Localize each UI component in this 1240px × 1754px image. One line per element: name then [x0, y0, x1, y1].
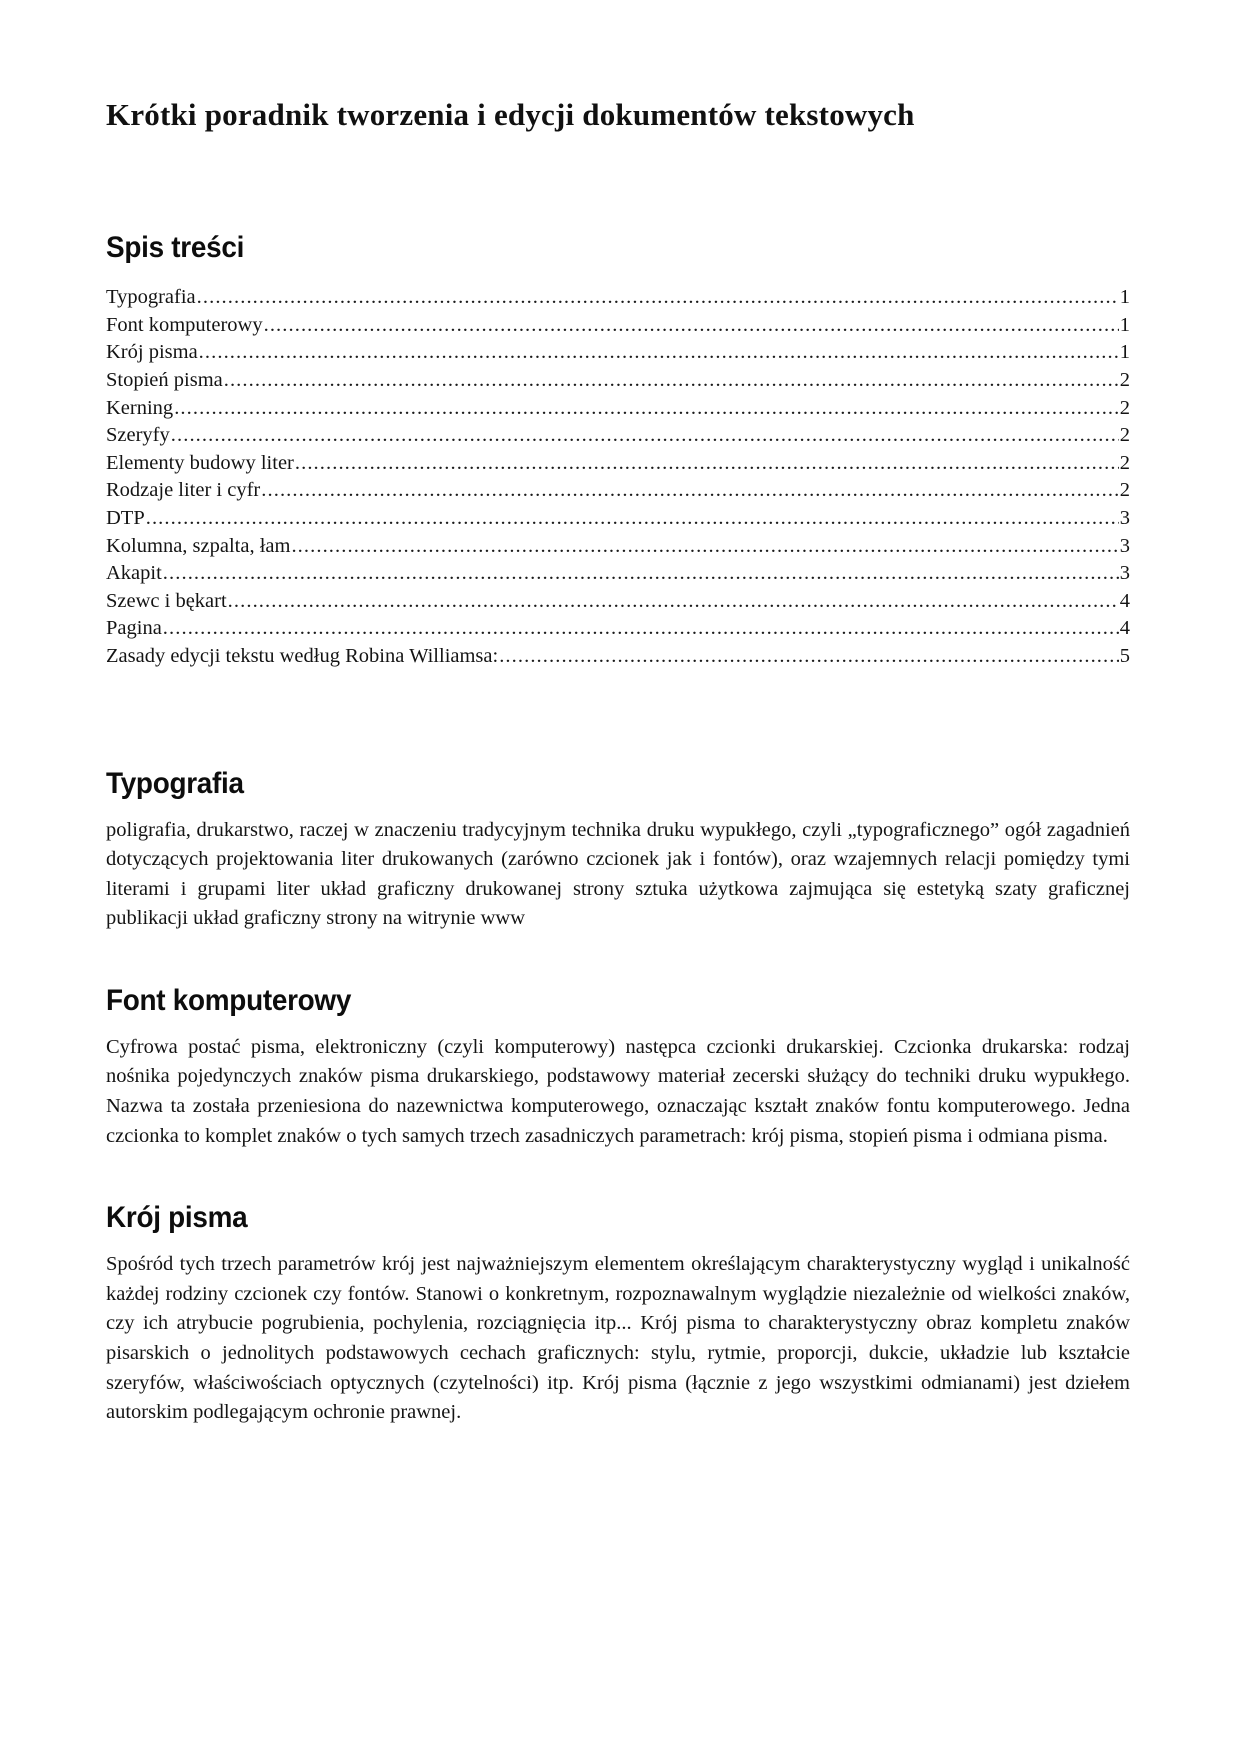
toc-entry-label: Pagina [106, 617, 162, 640]
toc-entry[interactable] [106, 422, 1130, 450]
toc-leader-dots [224, 367, 1119, 395]
toc-entry-label: DTP [106, 506, 145, 529]
toc-leader-dots [197, 284, 1119, 312]
toc-entry-page-number: 5 [1119, 644, 1130, 667]
content-section [106, 767, 1130, 934]
section-body-text: poligrafia, drukarstwo, raczej w znaczeniu tradycyjnym technika druku wypukłego, czyli „typograficznego” ogół zagadnień dotyczących projektowania liter drukowanych (zarówno czcionek jak i fontów), oraz wzajemnych relacji pomiędzy tymi literami i grupami liter układ graficzny drukowanej strony sztuka użytkowa zajmująca się estetyką szaty graficznej publikacji układ graficzny strony na witrynie www [106, 818, 1130, 930]
toc-leader-dots [295, 450, 1119, 478]
toc-entry[interactable] [106, 533, 1130, 561]
toc-leader-dots [146, 505, 1119, 533]
sections-container [106, 767, 1130, 1428]
content-section [106, 1201, 1130, 1428]
toc-entry[interactable] [106, 505, 1130, 533]
toc-leader-dots [291, 533, 1118, 561]
toc-entry-page-number: 2 [1119, 479, 1130, 502]
toc-leader-dots [174, 395, 1119, 423]
toc-entry[interactable] [106, 643, 1130, 671]
toc-leader-dots [261, 477, 1118, 505]
toc-entry-page-number: 1 [1119, 313, 1130, 336]
toc-entry-page-number: 3 [1119, 534, 1130, 557]
toc-leader-dots [264, 312, 1119, 340]
toc-entry-label: Szeryfy [106, 424, 170, 447]
toc-entry-label: Kerning [106, 396, 174, 419]
toc-entry-label: Kolumna, szpalta, łam [106, 534, 291, 557]
toc-entry-label: Typografia [106, 286, 196, 309]
toc-entry[interactable] [106, 450, 1130, 478]
toc-entry[interactable] [106, 560, 1130, 588]
toc-leader-dots [171, 422, 1119, 450]
toc-entry-label: Szewc i bękart [106, 589, 227, 612]
toc-entry-page-number: 2 [1119, 424, 1130, 447]
document-title: Krótki poradnik tworzenia i edycji dokumentów tekstowych [106, 97, 915, 132]
toc-entry[interactable] [106, 588, 1130, 616]
table-of-contents [106, 284, 1130, 670]
toc-entry[interactable] [106, 615, 1130, 643]
toc-leader-dots [499, 643, 1119, 671]
toc-entry-page-number: 3 [1119, 562, 1130, 585]
toc-entry-label: Akapit [106, 562, 162, 585]
toc-leader-dots [163, 560, 1119, 588]
toc-entry-label: Krój pisma [106, 341, 198, 364]
toc-entry-label: Font komputerowy [106, 313, 263, 336]
section-body-text: Spośród tych trzech parametrów krój jest najważniejszym elementem określającym charakterystyczny wygląd i unikalność każdej rodziny czcionek czy fontów. Stanowi o konkretnym, rozpoznawalnym wyglądzie niezależnie od wielkości znaków, czy ich atrybucie pogrubienia, pochylenia, rozciągnięcia itp... Krój pisma to charakterystyczny obraz kompletu znaków pisarskich o jednolitych podstawowych cechach graficznych: stylu, rytmie, proporcji, dukcie, układzie lub kształcie szeryfów, właściwościach optycznych (czytelności) itp. Krój pisma (łącznie z jego wszystkimi odmianami) jest dziełem autorskim podlegającym ochronie prawnej. [106, 1253, 1130, 1424]
section-heading: Krój pisma [106, 1201, 248, 1235]
toc-entry[interactable] [106, 477, 1130, 505]
toc-entry-page-number: 1 [1119, 286, 1130, 309]
toc-entry-page-number: 3 [1119, 506, 1130, 529]
toc-entry-page-number: 4 [1119, 617, 1130, 640]
toc-entry-label: Stopień pisma [106, 368, 223, 391]
toc-entry-page-number: 2 [1119, 396, 1130, 419]
toc-leader-dots [199, 339, 1119, 367]
toc-entry-label: Zasady edycji tekstu według Robina Williamsa: [106, 644, 499, 667]
toc-entry[interactable] [106, 312, 1130, 340]
content-section [106, 984, 1130, 1151]
toc-entry-page-number: 1 [1119, 341, 1130, 364]
toc-leader-dots [228, 588, 1119, 616]
section-body-text: Cyfrowa postać pisma, elektroniczny (czyli komputerowy) następca czcionki drukarskiej. Czcionka drukarska: rodzaj nośnika pojedynczych znaków pisma drukarskiego, podstawowy materiał zecerski służący do techniki druku wypukłego. Nazwa ta została przeniesiona do nazewnictwa komputerowego, oznaczając kształt znaków fontu komputerowego. Jedna czcionka to komplet znaków o tych samych trzech zasadniczych parametrach: krój pisma, stopień pisma i odmiana pisma. [106, 1035, 1130, 1147]
toc-entry[interactable] [106, 367, 1130, 395]
toc-entry-page-number: 4 [1119, 589, 1130, 612]
section-heading: Font komputerowy [106, 983, 352, 1017]
toc-entry[interactable] [106, 339, 1130, 367]
toc-entry[interactable] [106, 284, 1130, 312]
toc-entry-label: Rodzaje liter i cyfr [106, 479, 261, 502]
toc-entry-page-number: 2 [1119, 451, 1130, 474]
toc-entry[interactable] [106, 395, 1130, 423]
toc-entry-page-number: 2 [1119, 368, 1130, 391]
toc-leader-dots [163, 615, 1119, 643]
toc-entry-label: Elementy budowy liter [106, 451, 294, 474]
section-heading: Typografia [106, 766, 244, 800]
table-of-contents-heading: Spis treści [106, 231, 245, 265]
